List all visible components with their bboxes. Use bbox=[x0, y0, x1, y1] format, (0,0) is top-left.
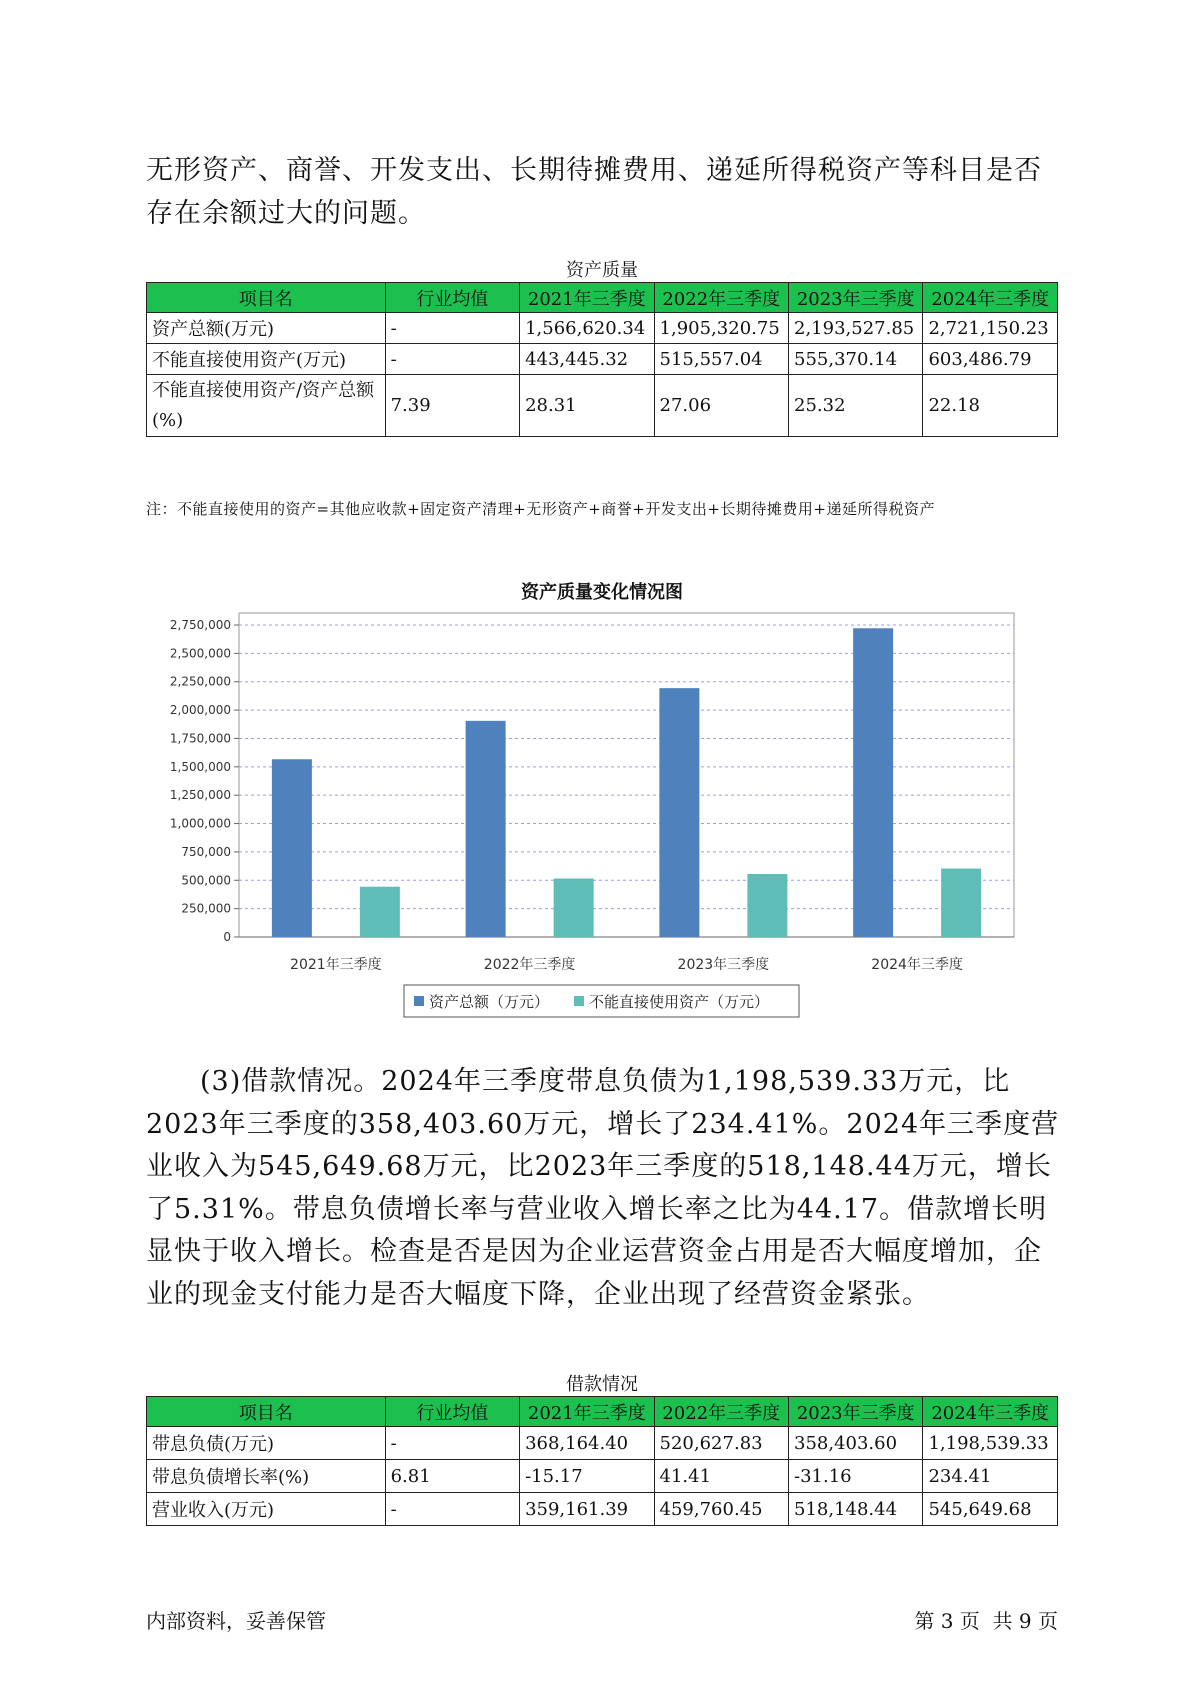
table1-note: 注：不能直接使用的资产=其他应收款+固定资产清理+无形资产+商誉+开发支出+长期待摊费用+递延所得税资产 bbox=[146, 500, 935, 518]
table-cell: 不能直接使用资产/资产总额(%) bbox=[147, 375, 386, 437]
table-cell: 368,164.40 bbox=[520, 1427, 654, 1460]
table1-caption: 资产质量 bbox=[566, 260, 638, 281]
legend-swatch bbox=[414, 996, 424, 1006]
chart-title: 资产质量变化情况图 bbox=[521, 582, 683, 603]
y-tick-label: 1,500,000 bbox=[169, 759, 231, 774]
table-row bbox=[147, 1493, 1058, 1526]
paragraph-intro: 无形资产、商誉、开发支出、长期待摊费用、递延所得税资产等科目是否存在余额过大的问题。 bbox=[146, 155, 1042, 229]
table-cell: - bbox=[385, 1493, 519, 1526]
header-cell: 2022年三季度 bbox=[654, 283, 788, 313]
y-tick-label: 1,000,000 bbox=[169, 816, 231, 831]
header-cell: 2023年三季度 bbox=[789, 1397, 923, 1427]
paragraph-borrowing bbox=[146, 1061, 1061, 1316]
table-cell: 359,161.39 bbox=[520, 1493, 654, 1526]
table-row bbox=[147, 1427, 1058, 1460]
bar-total-assets bbox=[272, 759, 312, 937]
table2-caption: 借款情况 bbox=[566, 1374, 638, 1395]
bar-unusable-assets bbox=[554, 879, 594, 937]
table-cell: 515,557.04 bbox=[654, 344, 788, 375]
table-cell: 358,403.60 bbox=[789, 1427, 923, 1460]
table-cell: 603,486.79 bbox=[923, 344, 1058, 375]
header-cell: 行业均值 bbox=[385, 1397, 519, 1427]
table-cell: 7.39 bbox=[385, 375, 519, 437]
table-cell: 1,566,620.34 bbox=[520, 313, 654, 344]
bar-total-assets bbox=[659, 688, 699, 937]
table-cell: 28.31 bbox=[520, 375, 654, 437]
y-tick-label: 500,000 bbox=[181, 873, 231, 888]
plot-area bbox=[239, 613, 1014, 937]
y-tick-label: 2,250,000 bbox=[169, 674, 231, 689]
header-cell: 项目名 bbox=[147, 1397, 386, 1427]
table-cell: 2,193,527.85 bbox=[789, 313, 923, 344]
legend-swatch bbox=[574, 996, 584, 1006]
table-row bbox=[147, 1460, 1058, 1493]
y-tick-label: 250,000 bbox=[181, 901, 231, 916]
header-cell: 2022年三季度 bbox=[654, 1397, 788, 1427]
table-cell: 1,198,539.33 bbox=[923, 1427, 1058, 1460]
bar-unusable-assets bbox=[360, 887, 400, 937]
table-cell: - bbox=[385, 344, 519, 375]
header-cell: 2024年三季度 bbox=[923, 1397, 1058, 1427]
header-cell: 项目名 bbox=[147, 283, 386, 313]
x-tick-label: 2023年三季度 bbox=[677, 957, 770, 973]
table-cell: 22.18 bbox=[923, 375, 1058, 437]
bar-total-assets bbox=[853, 628, 893, 937]
table-cell: 2,721,150.23 bbox=[923, 313, 1058, 344]
y-tick-label: 2,000,000 bbox=[169, 703, 231, 718]
x-tick-label: 2024年三季度 bbox=[871, 957, 963, 973]
footer-confidential: 内部资料，妥善保管 bbox=[146, 1609, 326, 1633]
table-cell: 带息负债增长率(%) bbox=[147, 1460, 386, 1493]
table-cell: 518,148.44 bbox=[789, 1493, 923, 1526]
asset-quality-chart bbox=[146, 610, 1058, 1030]
legend-label: 资产总额（万元） bbox=[429, 993, 550, 1011]
header-cell: 2021年三季度 bbox=[520, 283, 654, 313]
table-row bbox=[147, 375, 1058, 437]
table-cell: 520,627.83 bbox=[654, 1427, 788, 1460]
table-header-row bbox=[147, 1397, 1058, 1427]
table-cell: 营业收入(万元) bbox=[147, 1493, 386, 1526]
table-row bbox=[147, 344, 1058, 375]
legend-label: 不能直接使用资产（万元） bbox=[589, 993, 770, 1011]
table-cell: 1,905,320.75 bbox=[654, 313, 788, 344]
table-row bbox=[147, 313, 1058, 344]
paragraph-borrowing-text: (3)借款情况。2024年三季度带息负债为1,198,539.33万元，比2023年三季度的358,403.60万元，增长了234.41%。2024年三季度营业收入为545,649.68万元，比2023年三季度的518,148.44万元，增长了5.31%。带息负债增长率与营业收入增长率之比为44.17。借款增长明显快于收入增长。检查是否是因为企业运营资金占用是否大幅度增加，企业的现金支付能力是否大幅度下降，企业出现了经营资金紧张。 bbox=[146, 1066, 1060, 1310]
bar-unusable-assets bbox=[747, 874, 787, 937]
table-cell: - bbox=[385, 1427, 519, 1460]
table-cell: 6.81 bbox=[385, 1460, 519, 1493]
bar-unusable-assets bbox=[941, 869, 981, 937]
x-tick-label: 2022年三季度 bbox=[483, 957, 576, 973]
y-tick-label: 0 bbox=[223, 930, 231, 944]
y-tick-label: 750,000 bbox=[181, 844, 231, 859]
x-tick-label: 2021年三季度 bbox=[290, 957, 382, 973]
table-cell: -31.16 bbox=[789, 1460, 923, 1493]
table-cell: 不能直接使用资产(万元) bbox=[147, 344, 386, 375]
header-cell: 2021年三季度 bbox=[520, 1397, 654, 1427]
asset-quality-table bbox=[146, 282, 1058, 437]
table-cell: 资产总额(万元) bbox=[147, 313, 386, 344]
y-tick-label: 2,500,000 bbox=[169, 646, 231, 661]
table-cell: 27.06 bbox=[654, 375, 788, 437]
table-cell: - bbox=[385, 313, 519, 344]
page-number: 第 3 页 共 9 页 bbox=[914, 1609, 1058, 1633]
table-cell: -15.17 bbox=[520, 1460, 654, 1493]
table-cell: 459,760.45 bbox=[654, 1493, 788, 1526]
table-header-row bbox=[147, 283, 1058, 313]
table-cell: 25.32 bbox=[789, 375, 923, 437]
table-cell: 443,445.32 bbox=[520, 344, 654, 375]
table-cell: 545,649.68 bbox=[923, 1493, 1058, 1526]
table-cell: 带息负债(万元) bbox=[147, 1427, 386, 1460]
y-tick-label: 2,750,000 bbox=[169, 618, 231, 632]
table-cell: 234.41 bbox=[923, 1460, 1058, 1493]
y-tick-label: 1,750,000 bbox=[169, 731, 231, 746]
y-tick-label: 1,250,000 bbox=[169, 788, 231, 803]
table-cell: 555,370.14 bbox=[789, 344, 923, 375]
borrowing-table bbox=[146, 1396, 1058, 1526]
header-cell: 2024年三季度 bbox=[923, 283, 1058, 313]
header-cell: 行业均值 bbox=[385, 283, 519, 313]
bar-total-assets bbox=[466, 721, 506, 937]
table-cell: 41.41 bbox=[654, 1460, 788, 1493]
header-cell: 2023年三季度 bbox=[789, 283, 923, 313]
